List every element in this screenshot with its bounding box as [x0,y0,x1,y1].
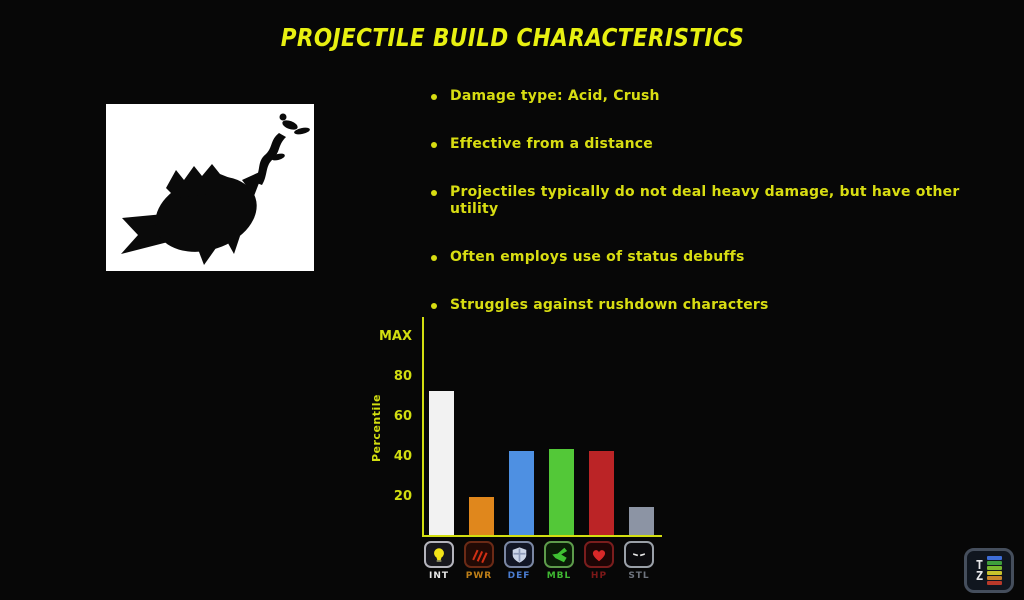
bar-def [509,451,534,535]
mbl-stat-box [544,541,574,568]
x-item-def [504,541,534,581]
bullet-dot [431,303,437,309]
bulb-icon [430,546,448,564]
shield-icon [511,546,528,564]
archerfish-figure [106,104,314,271]
bar-stl [629,507,654,535]
x-tick-label: STL [628,571,650,581]
bullet-item [428,184,988,218]
y-tick-max: MAX [378,329,412,344]
pwr-stat-box [464,541,494,568]
y-tick-40: 40 [393,449,412,464]
tierzoo-logo-letters [975,557,984,583]
logo-letter-z: Z [975,568,984,583]
x-item-stl [624,541,654,581]
heart-icon [590,546,608,563]
stl-stat-box [624,541,654,568]
bullet-text: Effective from a distance [450,136,653,152]
plot-area [422,317,662,537]
x-tick-label: PWR [465,571,493,581]
bullet-item [428,249,988,266]
y-tick-60: 60 [393,409,412,424]
bullet-dot [431,255,437,261]
boot-icon [550,546,568,564]
page-title-text: PROJECTILE BUILD CHARACTERISTICS [280,23,744,52]
y-axis-ticks [372,317,416,537]
x-tick-label: DEF [507,571,531,581]
bullet-item [428,297,988,314]
x-item-int [424,541,454,581]
page-title [0,16,1024,54]
y-tick-20: 20 [393,489,412,504]
tier-bars-icon [987,556,1002,585]
stealth-face-icon [630,546,648,564]
bar-hp [589,451,614,535]
logo-letter-t: T [975,557,984,572]
x-tick-label: MBL [546,571,572,581]
x-item-pwr [464,541,494,581]
def-stat-box [504,541,534,568]
bullet-list [428,88,988,345]
archerfish-silhouette-image [106,104,314,271]
x-item-hp [584,541,614,581]
bullet-dot [431,94,437,100]
tierzoo-logo [964,548,1014,593]
claw-slashes-icon [470,546,488,564]
hp-stat-box [584,541,614,568]
bullet-text: Damage type: Acid, Crush [450,88,660,104]
bar-mbl [549,449,574,535]
y-tick-80: 80 [393,369,412,384]
bullet-dot [431,190,437,196]
bullet-item [428,136,988,153]
bullet-item [428,88,988,105]
bullet-text: Projectiles typically do not deal heavy damage, but have other utility [450,184,960,217]
bullet-dot [431,142,437,148]
bar-pwr [469,497,494,535]
bullet-text: Often employs use of status debuffs [450,249,745,265]
int-stat-box [424,541,454,568]
bullet-text: Struggles against rushdown characters [450,297,769,313]
x-axis-icons [424,541,654,581]
x-item-mbl [544,541,574,581]
x-tick-label: INT [428,571,450,581]
x-tick-label: HP [590,571,608,581]
bar-int [429,391,454,535]
y-axis-label: Percentile [370,393,383,463]
